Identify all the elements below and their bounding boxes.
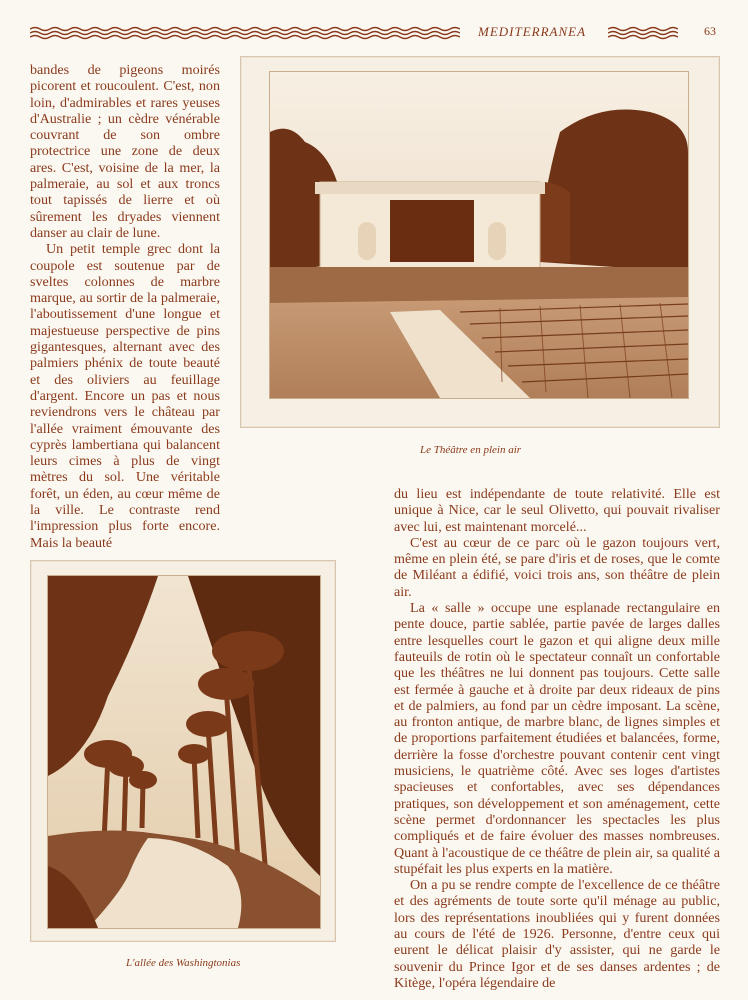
theatre-photo bbox=[269, 71, 689, 399]
page-header bbox=[30, 18, 720, 48]
paragraph: bandes de pigeons moirés picorent et roucoulent. C'est, non loin, d'admirables et rares yeuses d'Australie ; un cèdre vénérable couvrant de son ombre protectrice une zone de deux ares. C'est, voisine de la mer, la palmeraie, au sol et aux troncs tout tapissés de lierre et où sûrement les dryades viennent danser au clair de lune. bbox=[30, 62, 220, 241]
decorative-wave-left bbox=[30, 26, 460, 40]
paragraph: C'est au cœur de ce parc où le gazon toujours vert, même en plein été, se pare d'iris et de roses, que le comte de Miléant a édifié, voici trois ans, son théâtre de plein air. bbox=[394, 534, 720, 600]
alley-photo-frame bbox=[30, 560, 336, 942]
right-column-text bbox=[394, 486, 720, 991]
page-number: 63 bbox=[704, 24, 716, 38]
left-column-text bbox=[30, 62, 220, 551]
alley-caption: L'allée des Washingtonias bbox=[126, 957, 241, 969]
paragraph: Un petit temple grec dont la coupole est soutenue par de sveltes colonnes de marbre marque, au sortir de la palmeraie, l'aboutissement d'une longue et majestueuse perspective de pins gigantesques, alternant avec des palmiers phénix de toute beauté et des oliviers au feuillage d'argent. Encore un pas et nous reviendrons vers le château par l'allée vraiment émouvante des cyprès lambertiana qui balancent leurs cimes à plus de vingt mètres du sol. Une véritable forêt, un éden, au cœur même de la ville. Le contraste rend l'impression plus forte encore. Mais la beauté bbox=[30, 241, 220, 551]
magazine-title: MEDITERRANEA bbox=[478, 24, 587, 39]
paragraph: On a pu se rendre compte de l'excellence de ce théâtre et des agréments de toute sorte qu'il ménage au public, lors des représentations inoubliées qui y furent données au cours de l'été de 1926. Personne, d'entre ceux qui eurent le délicat plaisir d'y assister, qui ne garde le souvenir du Prince Igor et de ses danses ardentes ; de Kitège, l'opéra légendaire de bbox=[394, 877, 720, 991]
paragraph: La « salle » occupe une esplanade rectangulaire en pente douce, partie sablée, partie pavée de larges dalles entre lesquelles court le gazon et qui aligne deux mille fauteuils de rotin où le spectateur connaît un confortable que les théâtres ne lui donnent pas toujours. Cette salle est fermée à gauche et à droite par deux rideaux de pins et de palmiers, au fond par un cèdre imposant. La scène, au fronton antique, de marbre blanc, de lignes simples et de proportions parfaitement étudiées et balancées, forme, derrière la fosse d'orchestre pouvant contenir cent vingt musiciens, le quatrième côté. Avec ses loges d'artistes spacieuses et confortables, avec ses dépendances pratiques, son développement et son aménagement, cette scène permet d'ordonnancer les spectacles les plus compliqués et de faire évoluer des masses nombreuses. Quant à l'acoustique de ce théâtre de plein air, sa qualité a stupéfait les plus experts en la matière. bbox=[394, 600, 720, 877]
theatre-caption: Le Théâtre en plein air bbox=[420, 444, 522, 456]
paragraph: du lieu est indépendante de toute relativité. Elle est unique à Nice, car le seul Olivetto, qui pouvait rivaliser avec lui, est maintenant morcelé... bbox=[394, 486, 720, 535]
decorative-wave-right bbox=[608, 26, 678, 40]
alley-photo bbox=[47, 575, 321, 929]
theatre-photo-frame bbox=[240, 56, 720, 428]
